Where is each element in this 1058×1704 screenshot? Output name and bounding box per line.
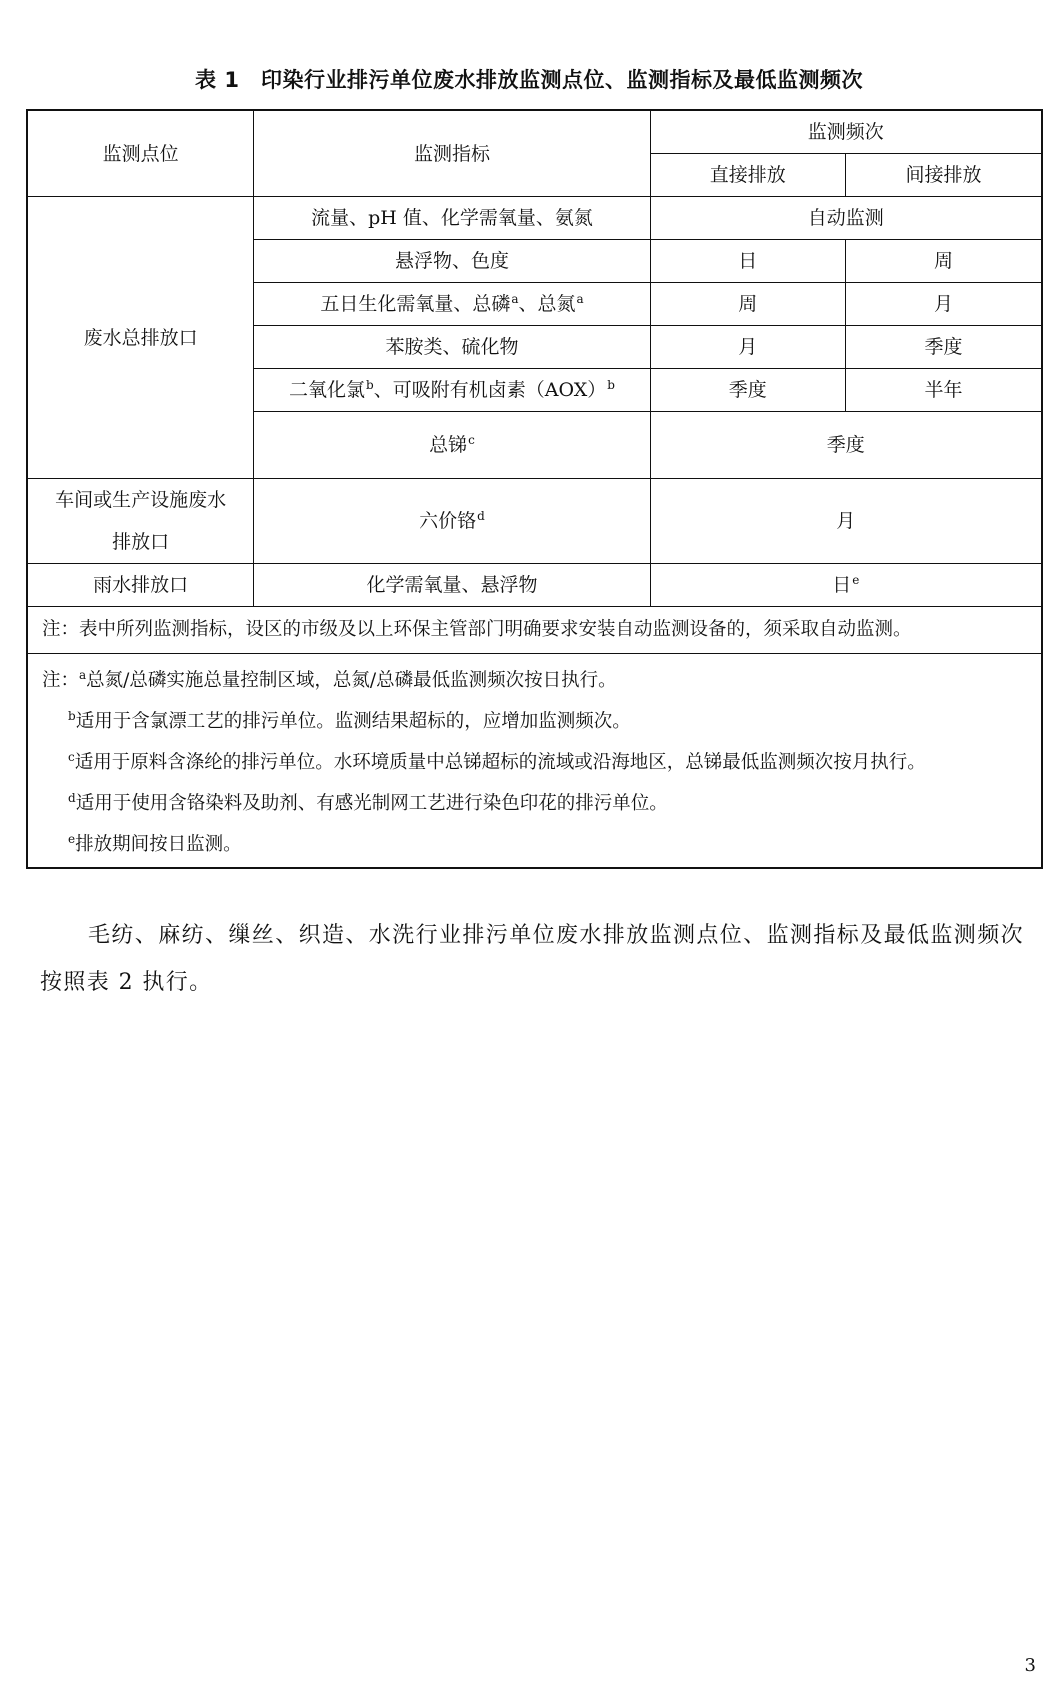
footnote-text: 排放期间按日监测。 — [75, 834, 242, 855]
header-direct: 直接排放 — [650, 154, 845, 197]
footnote-prefix: 注： — [42, 670, 80, 691]
location-workshop-outlet — [27, 479, 254, 564]
indicator-cell — [254, 283, 650, 326]
page-number: 3 — [1024, 1655, 1036, 1676]
indicator-cell: 化学需氧量、悬浮物 — [254, 564, 650, 607]
footnote-e — [42, 824, 1027, 865]
footnote-marker: b — [607, 377, 615, 392]
footnote-text: 适用于含氯漂工艺的排污单位。监测结果超标的，应增加监测频次。 — [75, 711, 631, 732]
footnote-mark: e — [68, 831, 76, 846]
location-line: 车间或生产设施废水 — [55, 489, 227, 511]
location-total-outlet: 废水总排放口 — [27, 197, 254, 479]
frequency-indirect-cell: 半年 — [845, 369, 1042, 412]
footnote-marker: a — [511, 291, 519, 306]
indicator-cell: 苯胺类、硫化物 — [254, 326, 650, 369]
footnote-mark: a — [79, 667, 87, 682]
table-caption: 表 1 印染行业排污单位废水排放监测点位、监测指标及最低监测频次 — [195, 68, 863, 92]
frequency-text: 日 — [832, 574, 852, 596]
frequency-direct-cell: 日 — [650, 240, 845, 283]
frequency-indirect-cell: 季度 — [845, 326, 1042, 369]
footnote-mark: d — [68, 790, 76, 805]
footnote-mark: b — [68, 708, 76, 723]
footnote-marker: d — [477, 508, 485, 523]
header-indirect: 间接排放 — [845, 154, 1042, 197]
header-frequency: 监测频次 — [650, 110, 1042, 154]
footnote-b — [42, 701, 1027, 742]
footnote-text: 总氮/总磷实施总量控制区域，总氮/总磷最低监测频次按日执行。 — [86, 670, 617, 691]
footnote-text: 适用于使用含铬染料及助剂、有感光制网工艺进行染色印花的排污单位。 — [75, 793, 668, 814]
footnote-marker: b — [366, 377, 374, 392]
indicator-text: 二氧化氯 — [289, 379, 366, 401]
footnote-c — [42, 742, 1027, 783]
indicator-text: 总锑 — [429, 434, 468, 456]
frequency-merged-cell: 月 — [650, 479, 1042, 564]
frequency-indirect-cell: 月 — [845, 283, 1042, 326]
frequency-direct-cell: 周 — [650, 283, 845, 326]
indicator-text: 、可吸附有机卤素（AOX） — [373, 379, 607, 401]
header-indicator: 监测指标 — [254, 110, 650, 197]
footnote-marker: e — [852, 572, 860, 587]
frequency-direct-cell: 季度 — [650, 369, 845, 412]
footnote-marker: c — [468, 432, 475, 447]
frequency-indirect-cell: 周 — [845, 240, 1042, 283]
footnote-a — [42, 660, 1027, 701]
indicator-text: 五日生化需氧量、总磷 — [320, 293, 511, 315]
location-line: 排放口 — [112, 531, 170, 553]
footnote-d — [42, 783, 1027, 824]
footnote-text: 适用于原料含涤纶的排污单位。水环境质量中总锑超标的流域或沿海地区，总锑最低监测频次按月执行。 — [74, 752, 926, 773]
footnote-marker: a — [576, 291, 584, 306]
frequency-merged-cell: 季度 — [650, 412, 1042, 479]
frequency-direct-cell: 月 — [650, 326, 845, 369]
indicator-text: 、总氮 — [518, 293, 576, 315]
indicator-cell: 流量、pH 值、化学需氧量、氨氮 — [254, 197, 650, 240]
indicator-cell — [254, 412, 650, 479]
table-note: 注：表中所列监测指标，设区的市级及以上环保主管部门明确要求安装自动监测设备的，须采取自动监测。 — [27, 607, 1042, 654]
indicator-cell — [254, 369, 650, 412]
indicator-cell — [254, 479, 650, 564]
monitoring-table — [26, 109, 1043, 869]
body-paragraph: 毛纺、麻纺、缫丝、织造、水洗行业排污单位废水排放监测点位、监测指标及最低监测频次按照表 2 执行。 — [40, 923, 1025, 995]
indicator-text: 六价铬 — [419, 510, 477, 532]
frequency-merged-cell: 自动监测 — [650, 197, 1042, 240]
footnote-mark: c — [68, 749, 75, 764]
frequency-merged-cell — [650, 564, 1042, 607]
header-location: 监测点位 — [27, 110, 254, 197]
location-rain-outlet: 雨水排放口 — [27, 564, 254, 607]
indicator-cell: 悬浮物、色度 — [254, 240, 650, 283]
table-footnotes — [27, 654, 1042, 869]
